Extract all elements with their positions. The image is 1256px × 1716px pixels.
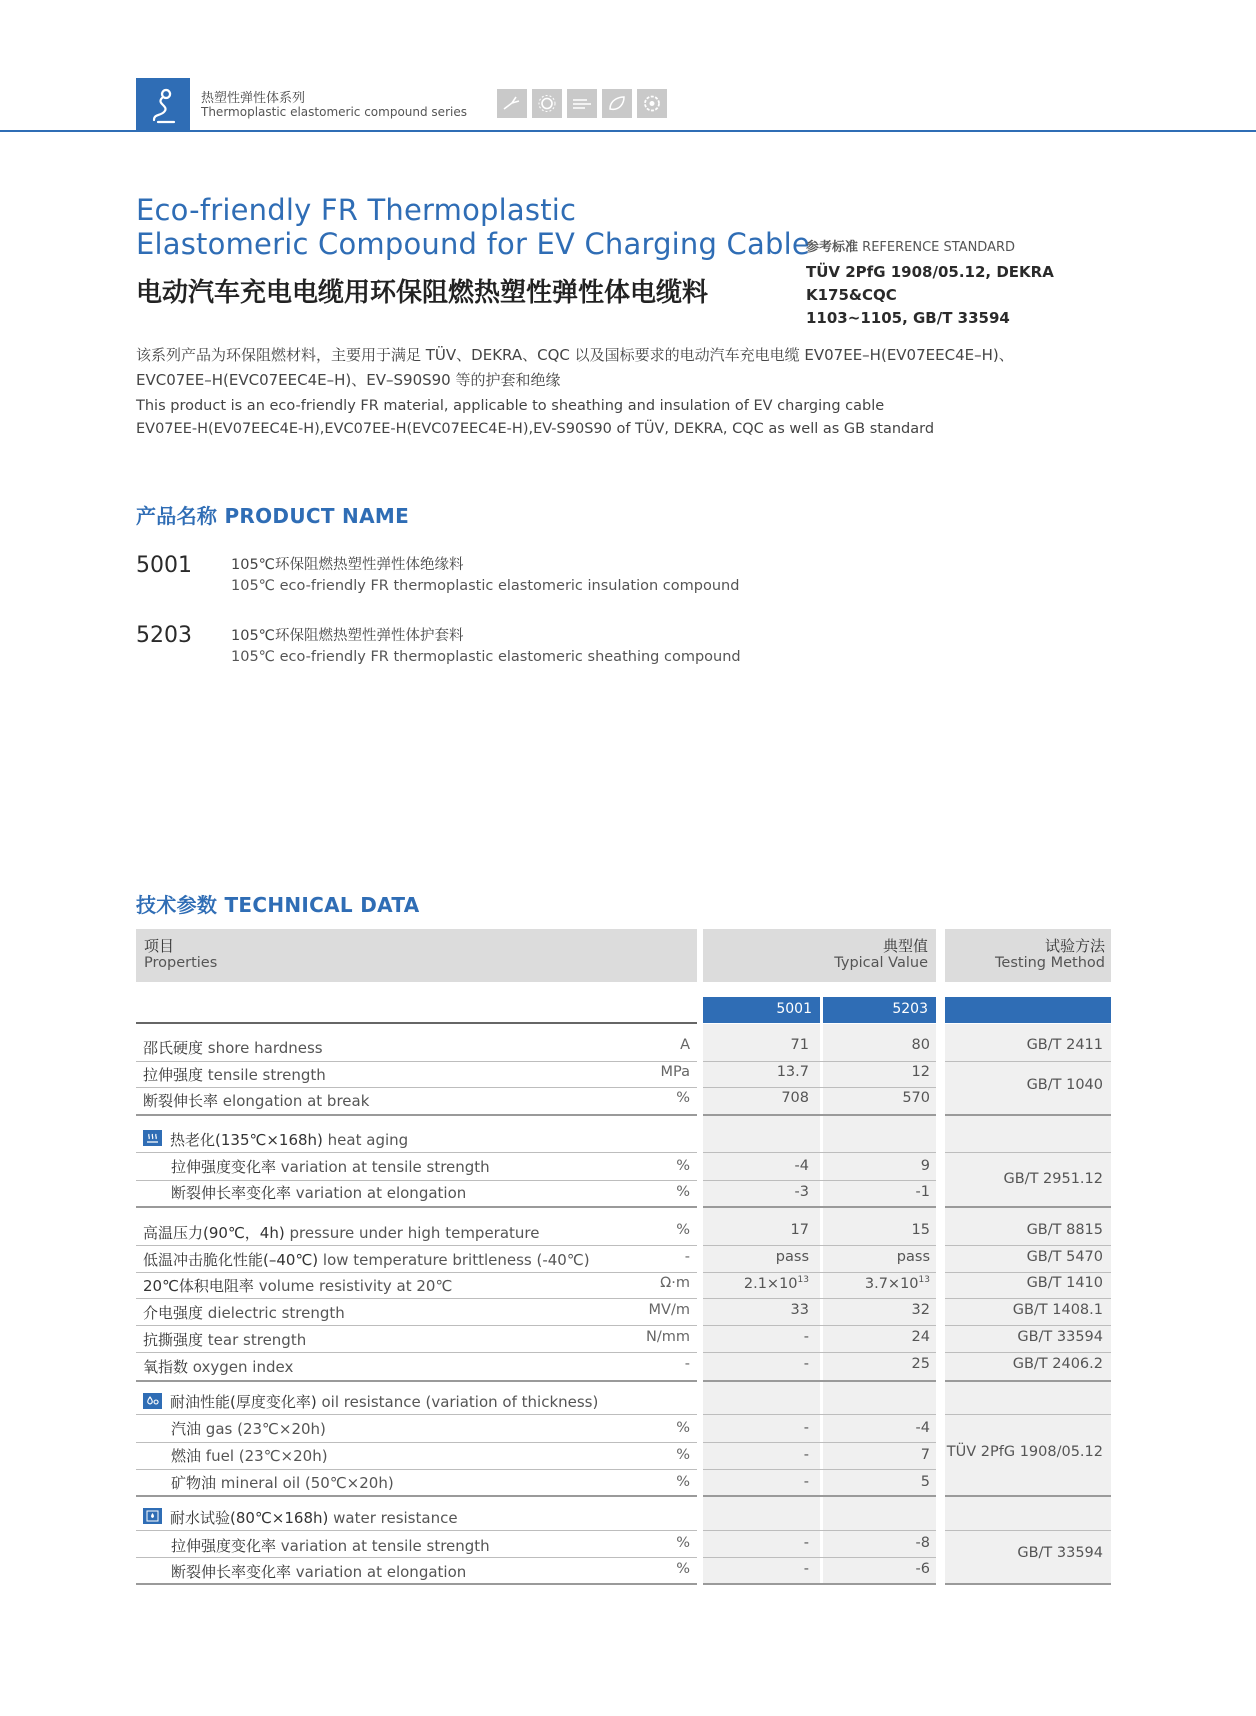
water-drop-icon: [143, 1508, 162, 1524]
row-divider: [136, 1152, 697, 1153]
row-divider: [703, 1530, 936, 1531]
value-5001: pass: [775, 1249, 809, 1265]
test-method: GB/T 1410: [1026, 1275, 1103, 1291]
table-bottom-rule: [703, 1583, 936, 1585]
value-5001: -3: [794, 1184, 809, 1200]
row-unit: %: [676, 1184, 690, 1200]
code-header-5203: 5203: [823, 997, 936, 1023]
group-title: 耐水试验(80℃×168h) water resistance: [170, 1509, 458, 1527]
reference-line-1: TÜV 2PfG 1908/05.12, DEKRA K175&CQC: [806, 263, 1054, 304]
reference-label-cn: 参考标准: [806, 240, 859, 255]
leaf-icon: [602, 89, 632, 118]
value-5001: 708: [781, 1090, 809, 1106]
header-properties-en: Properties: [144, 955, 218, 971]
row-unit: %: [676, 1090, 690, 1106]
row-divider: [136, 1272, 697, 1273]
row-unit: Ω·m: [660, 1275, 690, 1291]
row-unit: %: [676, 1535, 690, 1551]
value-5001: -: [803, 1561, 809, 1577]
row-label: 汽油 gas (23℃×20h): [171, 1420, 326, 1438]
header-method-en: Testing Method: [995, 955, 1105, 971]
row-divider: [136, 1061, 697, 1062]
test-method: TÜV 2PfG 1908/05.12: [946, 1444, 1103, 1460]
row-unit: A: [680, 1037, 690, 1053]
code-header-method: [945, 997, 1111, 1023]
row-divider: [945, 1272, 1111, 1273]
row-divider: [945, 1298, 1111, 1299]
row-label: 拉伸强度 tensile strength: [143, 1066, 326, 1084]
group-divider: [136, 1495, 697, 1497]
value-5203: -8: [915, 1535, 930, 1551]
value-5203: -6: [915, 1561, 930, 1577]
group-divider: [945, 1206, 1111, 1208]
row-label: 高温压力(90℃，4h) pressure under high temperature: [143, 1224, 540, 1242]
intro-en-line-2: EV07EE-H(EV07EEC4E-H),EVC07EE-H(EVC07EEC4E-H),EV-S90S90 of TÜV, DEKRA, CQC as well as GB standard: [136, 421, 935, 437]
row-divider: [703, 1272, 936, 1273]
group-divider: [136, 1380, 697, 1382]
product-code: 5001: [136, 553, 192, 578]
value-5001: 13.7: [776, 1064, 809, 1080]
page-title-en: [136, 193, 810, 261]
reference-standards: [806, 261, 1126, 330]
row-divider: [703, 1298, 936, 1299]
row-unit: %: [676, 1222, 690, 1238]
row-divider: [945, 1414, 1111, 1415]
table-top-rule: [136, 1022, 697, 1024]
table-bottom-rule: [945, 1583, 1111, 1585]
reference-line-2: 1103~1105, GB/T 33594: [806, 309, 1010, 327]
value-5001: 17: [790, 1222, 809, 1238]
series-title-cn: 热塑性弹性体系列: [201, 91, 306, 106]
row-label: 氧指数 oxygen index: [143, 1358, 294, 1376]
header-typical-en: Typical Value: [834, 955, 928, 971]
row-divider: [136, 1414, 697, 1415]
row-unit: %: [676, 1447, 690, 1463]
test-method: GB/T 2406.2: [1012, 1356, 1103, 1372]
row-divider: [136, 1469, 697, 1470]
row-divider: [136, 1325, 697, 1326]
product-name-en: 105℃ eco-friendly FR thermoplastic elastomeric sheathing compound: [231, 649, 741, 665]
value-5001: -: [803, 1420, 809, 1436]
group-divider: [945, 1380, 1111, 1382]
row-divider: [136, 1530, 697, 1531]
row-label: 低温冲击脆化性能(–40℃) low temperature brittleness (-40℃): [143, 1251, 590, 1269]
row-divider: [136, 1557, 697, 1558]
group-divider: [945, 1495, 1111, 1497]
row-divider: [703, 1442, 936, 1443]
value-5001: -: [803, 1356, 809, 1372]
row-divider: [136, 1180, 697, 1181]
code-header-5001: 5001: [703, 997, 820, 1023]
product-name-heading: 产品名称 PRODUCT NAME: [136, 504, 410, 528]
group-divider: [945, 1114, 1111, 1116]
test-method: GB/T 33594: [1017, 1329, 1103, 1345]
row-label: 介电强度 dielectric strength: [143, 1304, 345, 1322]
row-label: 拉伸强度变化率 variation at tensile strength: [171, 1537, 490, 1555]
row-label: 矿物油 mineral oil (50℃×20h): [171, 1474, 394, 1492]
row-divider: [945, 1325, 1111, 1326]
row-divider: [703, 1245, 936, 1246]
table-header-properties: [136, 929, 697, 982]
value-5203: 12: [911, 1064, 930, 1080]
row-divider: [703, 1087, 936, 1088]
row-label: 20℃体积电阻率 volume resistivity at 20℃: [143, 1277, 453, 1295]
row-divider: [945, 1352, 1111, 1353]
value-5203: pass: [896, 1249, 930, 1265]
row-unit: -: [684, 1249, 690, 1265]
row-divider: [136, 1442, 697, 1443]
row-divider: [703, 1352, 936, 1353]
intro-cn-line-1: 该系列产品为环保阻燃材料，主要用于满足 TÜV、DEKRA、CQC 以及国标要求的电动汽车充电电缆 EV07EE–H(EV07EEC4E–H)、: [136, 346, 1014, 364]
table-header-typical: [703, 929, 936, 982]
value-5203: 80: [911, 1037, 930, 1053]
row-label: 燃油 fuel (23℃×20h): [171, 1447, 328, 1465]
value-5203: $3.7\times 10^{13}$: [864, 1275, 930, 1292]
wind-icon: [567, 89, 597, 118]
row-label: 抗撕强度 tear strength: [143, 1331, 307, 1349]
row-divider: [703, 1557, 936, 1558]
group-divider: [136, 1206, 697, 1208]
row-divider: [136, 1352, 697, 1353]
value-5001: -: [803, 1535, 809, 1551]
technical-data-heading: 技术参数 TECHNICAL DATA: [136, 893, 420, 917]
group-divider: [703, 1114, 936, 1116]
row-divider: [136, 1087, 697, 1088]
value-5001: $2.1\times 10^{13}$: [743, 1275, 809, 1292]
row-divider: [703, 1061, 936, 1062]
hand-icon: [497, 89, 527, 118]
row-label: 邵氏硬度 shore hardness: [143, 1039, 323, 1057]
header-typical-cn: 典型值: [882, 937, 928, 955]
group-title: 耐油性能(厚度变化率) oil resistance (variation of thickness): [170, 1393, 599, 1411]
value-5203: 9: [920, 1158, 930, 1174]
row-unit: %: [676, 1158, 690, 1174]
row-unit: MPa: [660, 1064, 690, 1080]
row-unit: %: [676, 1474, 690, 1490]
row-divider: [945, 1245, 1111, 1246]
row-divider: [945, 1061, 1111, 1062]
row-unit: %: [676, 1561, 690, 1577]
value-5203: 15: [911, 1222, 930, 1238]
row-divider: [945, 1530, 1111, 1531]
value-5203: -4: [915, 1420, 930, 1436]
page-title-cn: 电动汽车充电电缆用环保阻燃热塑性弹性体电缆料: [136, 278, 709, 308]
value-5203: 570: [902, 1090, 930, 1106]
header-properties-cn: 项目: [144, 937, 175, 955]
intro-cn-line-2: EVC07EE–H(EVC07EEC4E–H)、EV–S90S90 等的护套和绝缘: [136, 371, 561, 389]
product-name-cn: 105℃环保阻燃热塑性弹性体绝缘料: [231, 557, 464, 573]
group-title: 热老化(135℃×168h) heat aging: [170, 1131, 409, 1149]
test-method: GB/T 2411: [1026, 1037, 1103, 1053]
row-label: 断裂伸长率变化率 variation at elongation: [171, 1563, 467, 1581]
value-5203: 25: [911, 1356, 930, 1372]
row-unit: -: [684, 1356, 690, 1372]
gear-flower-icon: [532, 89, 562, 118]
figure-logo-icon: [136, 78, 190, 132]
value-5001: 71: [790, 1037, 809, 1053]
series-title-en: Thermoplastic elastomeric compound series: [201, 105, 467, 119]
test-method: GB/T 2951.12: [1003, 1171, 1103, 1187]
reference-label: [806, 236, 1015, 255]
value-5001: -4: [794, 1158, 809, 1174]
group-divider: [703, 1206, 936, 1208]
row-divider: [136, 1298, 697, 1299]
row-divider: [703, 1325, 936, 1326]
header-divider: [0, 130, 1256, 132]
row-unit: %: [676, 1420, 690, 1436]
feature-icons: [497, 89, 667, 118]
test-method: GB/T 8815: [1026, 1222, 1103, 1238]
test-method: GB/T 1408.1: [1012, 1302, 1103, 1318]
series-logo: [136, 78, 190, 132]
oil-drop-icon: [143, 1393, 162, 1409]
table-header-method: [945, 929, 1111, 982]
value-5001: 33: [790, 1302, 809, 1318]
value-5203: 24: [911, 1329, 930, 1345]
cog-icon: [637, 89, 667, 118]
value-5203: 7: [920, 1447, 930, 1463]
row-divider: [703, 1414, 936, 1415]
reference-label-en: REFERENCE STANDARD: [862, 240, 1016, 255]
row-label: 断裂伸长率 elongation at break: [143, 1092, 370, 1110]
group-divider: [136, 1114, 697, 1116]
group-divider: [703, 1495, 936, 1497]
test-method: GB/T 1040: [1026, 1077, 1103, 1093]
row-divider: [703, 1469, 936, 1470]
row-unit: MV/m: [648, 1302, 690, 1318]
row-divider: [703, 1152, 936, 1153]
header-method-cn: 试验方法: [1044, 937, 1105, 955]
product-name-en: 105℃ eco-friendly FR thermoplastic elastomeric insulation compound: [231, 578, 740, 594]
value-5203: 32: [911, 1302, 930, 1318]
value-5001: -: [803, 1474, 809, 1490]
product-code: 5203: [136, 623, 192, 648]
title-line-1: Eco-friendly FR Thermoplastic: [136, 193, 577, 227]
value-5203: 5: [920, 1474, 930, 1490]
value-5203: -1: [915, 1184, 930, 1200]
heat-icon: [143, 1130, 162, 1146]
row-unit: N/mm: [646, 1329, 690, 1345]
group-divider: [703, 1380, 936, 1382]
table-bottom-rule: [136, 1583, 697, 1585]
value-5001: -: [803, 1329, 809, 1345]
product-name-cn: 105℃环保阻燃热塑性弹性体护套料: [231, 628, 464, 644]
intro-en-line-1: This product is an eco-friendly FR material, applicable to sheathing and insulation of EV charging cable: [136, 398, 885, 414]
title-line-2: Elastomeric Compound for EV Charging Cable: [136, 227, 810, 261]
row-divider: [136, 1245, 697, 1246]
row-label: 断裂伸长率变化率 variation at elongation: [171, 1184, 467, 1202]
value-5001: -: [803, 1447, 809, 1463]
test-method: GB/T 33594: [1017, 1545, 1103, 1561]
row-label: 拉伸强度变化率 variation at tensile strength: [171, 1158, 490, 1176]
row-divider: [945, 1152, 1111, 1153]
row-divider: [703, 1180, 936, 1181]
test-method: GB/T 5470: [1026, 1249, 1103, 1265]
